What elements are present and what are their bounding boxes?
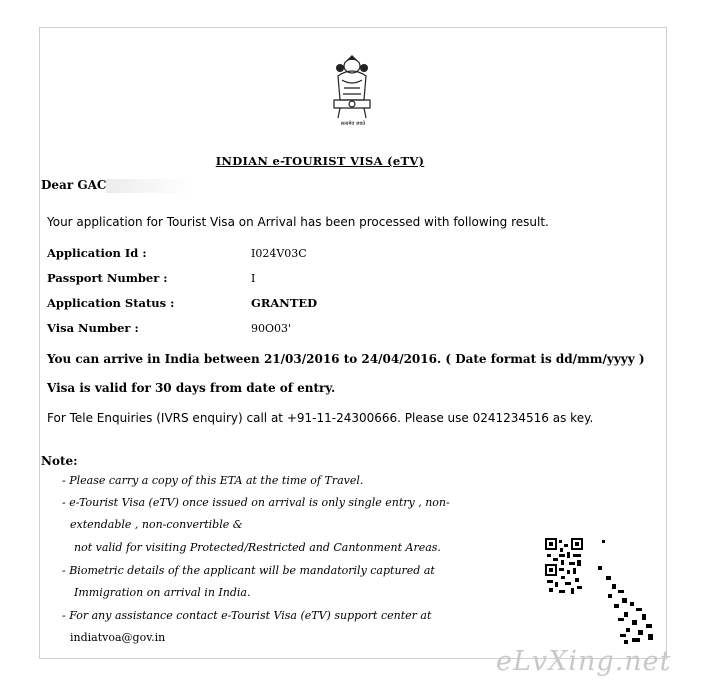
- note-item: not valid for visiting Protected/Restricted and Cantonment Areas.: [74, 541, 441, 554]
- application-status-value: GRANTED: [251, 296, 318, 310]
- note-item: extendable , non-convertible &: [70, 518, 243, 531]
- redaction-mask: [106, 179, 194, 193]
- note-item: - e-Tourist Visa (eTV) once issued on arrival is only single entry , non-: [62, 496, 450, 509]
- enquiry-text: For Tele Enquiries (IVRS enquiry) call at +91-11-24300666. Please use 0241234516 as key.: [47, 411, 594, 425]
- note-item: Immigration on arrival in India.: [74, 586, 251, 599]
- emblem-motto: सत्यमेव जयते: [340, 121, 366, 127]
- note-label: Note:: [41, 454, 78, 468]
- application-status-label: Application Status :: [47, 296, 175, 310]
- visa-number-label: Visa Number :: [47, 321, 139, 335]
- qr-code-fragment-icon: [596, 536, 656, 646]
- validity-text: Visa is valid for 30 days from date of entry.: [47, 381, 336, 395]
- intro-text: Your application for Tourist Visa on Arrival has been processed with following result.: [47, 215, 549, 229]
- note-item: - Biometric details of the applicant will be mandatorily captured at: [62, 564, 435, 577]
- qr-code-icon: [545, 538, 585, 598]
- passport-number-value: I: [251, 272, 256, 285]
- watermark: eLvXing.net: [496, 646, 672, 677]
- passport-number-label: Passport Number :: [47, 271, 168, 285]
- document-title: INDIAN e-TOURIST VISA (eTV): [215, 154, 425, 168]
- visa-number-value: 90O03': [251, 322, 292, 335]
- application-id-value: I024V03C: [251, 247, 307, 260]
- salutation: Dear GAC: [41, 178, 107, 192]
- application-id-label: Application Id :: [47, 246, 147, 260]
- note-item: - Please carry a copy of this ETA at the time of Travel.: [62, 474, 364, 487]
- arrival-window-text: You can arrive in India between 21/03/2016 to 24/04/2016. ( Date format is dd/mm/yyyy ): [47, 352, 645, 366]
- note-item: - For any assistance contact e-Tourist Visa (eTV) support center at: [62, 609, 432, 622]
- support-email: indiatvoa@gov.in: [70, 631, 166, 644]
